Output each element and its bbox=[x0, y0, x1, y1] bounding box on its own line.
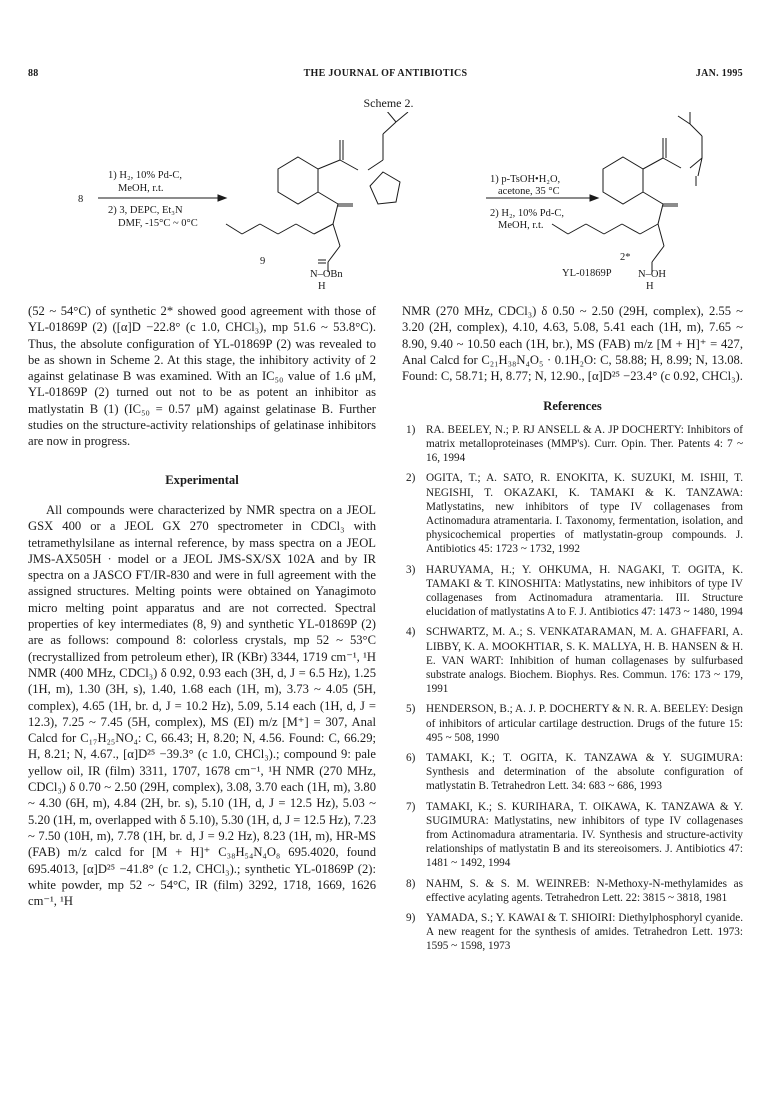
reference-item: 9) YAMADA, S.; Y. KAWAI & T. SHIOIRI: Diethylphosphoryl cyanide. A new reagent for the synthesis of amides. Tetrahedron Lett. 1973: 1595 ~ 1598, 1973 bbox=[406, 912, 743, 953]
journal-title: THE JOURNAL OF ANTIBIOTICS bbox=[303, 68, 468, 79]
step2-reagent-line3: 2) H₂, 10% Pd-C, bbox=[490, 208, 564, 219]
product-n-oh: N–OH bbox=[638, 269, 666, 280]
reference-item: 8) NAHM, S. & S. M. WEINREB: N-Methoxy-N-methylamides as effective acylating agents. Tetrahedron Lett. 22: 3815 ~ 3818, 1981 bbox=[406, 877, 743, 904]
start-compound-label: 8 bbox=[78, 194, 84, 205]
product-h: H bbox=[646, 281, 654, 290]
step1-reagent-line2: MeOH, r.t. bbox=[118, 183, 164, 194]
references-heading: References bbox=[543, 399, 602, 414]
intermediate-9-structure bbox=[226, 112, 408, 272]
step1-reagent-line1: 1) H₂, 10% Pd-C, bbox=[108, 170, 182, 181]
experimental-paragraph: All compounds were characterized by NMR spectra on a JEOL GSX 400 or a JEOL GX 270 spectrometer in CDCl₃ with tetramethylsilane as internal reference, by mass spectra on a JEOL JMS-AX505H · model or a JEOL JMS-SX/SX 102A and by IR spectra on a JASCO FT/IR-830 and were in full agreement with the assigned structures. Melting points were obtained on Yanagimoto micro melting point apparatus and are not corrected. Spectral properties of key intermediates (8, 9) and synthetic YL-01869P (2) are as follows: compound 8: colorless crystals, mp 52 ~ 53°C (recrystallized from petroleum ether), IR (KBr) 3344, 1719 cm⁻¹, ¹H NMR (400 MHz, CDCl₃) δ 0.92, 0.93 each (3H, d, J = 6.5 Hz), 1.25 (1H, m), 1.30 (3H, s), 1.40, 1.68 each (1H, m), 3.73 ~ 4.05 (5H, complex), 4.65 (1H, br. d, J = 10.2 Hz), 5.09, 5.14 each (1H, d, J = 12.3), 7.25 ~ 7.45 (5H, complex), MS (EI) m/z [M⁺] = 307, Anal Calcd for C₁₇H₂₅NO₄: C, 66.43; H, 8.20; N, 4.56. Found: C, 66.29; H, 8.21; N, 4.67., [α]D²⁵ −39.3° (c 1.0, CHCl₃).; compound 9: pale yellow oil, IR (film) 3311, 1707, 1678 cm⁻¹, ¹H NMR (270 MHz, CDCl₃) δ 0.70 ~ 2.50 (29H, complex), 3.08, 3.70 each (1H, m), 3.80 ~ 4.30 (6H, m), 4.84 (2H, br. s), 5.10 (1H, d, J = 12.5 Hz), 5.03 ~ 5.20 (1H, m, overlapped with δ 5.10), 5.30 (1H, d, J = 12.5 Hz), 7.23 ~ 7.50 (10H, m), 7.78 (1H, br. d, J = 9.2 Hz), 8.23 (1H, m), HR-MS (FAB) m/z calcd for [M + H]⁺ C₃₈H₅₄N₄O₈ 695.4020, found 695.4013, [α]D²⁵ −41.8° (c 1.2, CHCl₃).; synthetic YL-01869P (2): white powder, mp 52 ~ 54°C, IR (film) 3292, 1718, 1669, 1626 cm⁻¹, ¹H bbox=[28, 502, 376, 909]
reference-list bbox=[402, 423, 743, 954]
product-structure bbox=[552, 112, 702, 272]
reference-item: 7) TAMAKI, K.; S. KURIHARA, T. OIKAWA, K. TANZAWA & Y. SUGIMURA: Matlystatins, new inhibitors of type IV collagenases from Actinomadura atramentaria. IV. Synthesis and structure-activity relationships of matlystatin B and its stereoisomers. J. Antibiotics 47: 1481 ~ 1492, 1994 bbox=[406, 800, 743, 870]
step2-reagent-line4: MeOH, r.t. bbox=[498, 220, 544, 231]
issue-date: JAN. 1995 bbox=[695, 68, 743, 79]
product-label: 2* bbox=[620, 252, 631, 263]
reference-item: 6) TAMAKI, K.; T. OGITA, K. TANZAWA & Y. SUGIMURA: Synthesis and determination of the absolute configuration of matlystatin B. Tetrahedron Lett. 34: 683 ~ 686, 1993 bbox=[406, 752, 743, 793]
step1-reagent-line4: DMF, -15°C ~ 0°C bbox=[118, 218, 198, 229]
scheme-title: Scheme 2. bbox=[363, 96, 414, 110]
step2-reagent-line2: acetone, 35 °C bbox=[498, 186, 560, 197]
step1-reagent-line3: 2) 3, DEPC, Et₃N bbox=[108, 205, 183, 216]
right-column bbox=[402, 303, 743, 960]
product-name: YL-01869P bbox=[562, 268, 612, 279]
running-header bbox=[28, 68, 743, 84]
arrow-head-1 bbox=[218, 195, 226, 201]
step2-reagent-line1: 1) p-TsOH•H₂O, bbox=[490, 174, 561, 185]
intermediate-n-obn: N–OBn bbox=[310, 269, 343, 280]
reference-item: 2) OGITA, T.; A. SATO, R. ENOKITA, K. SUZUKI, M. ISHII, T. NEGISHI, T. OKAZAKI, K. TAMAKI & K. TANZAWA: Matlystatins, new inhibitors of type IV collagenases from Actinomadura atramentaria. I. Taxonomy, fermentation, isolation, and physicochemical properties of matlystatin-group compounds. J. Antibiotics 45: 1723 ~ 1732, 1992 bbox=[406, 472, 743, 556]
intermediate-label: 9 bbox=[260, 256, 266, 267]
reference-item: 3) HARUYAMA, H.; Y. OHKUMA, H. NAGAKI, T. OGITA, K. TAMAKI & T. KINOSHITA: Matlystatins, new inhibitors of type IV collagenases from Actinomadura atramentaria. III. Structure elucidation of matlystatins A to F. J. Antibiotics 47: 1473 ~ 1480, 1994 bbox=[406, 563, 743, 619]
results-paragraph: (52 ~ 54°C) of synthetic 2* showed good agreement with those of YL-01869P (2) ([α]D −22.8° (c 1.0, CHCl₃), mp 51.6 ~ 53.8°C). Thus, the absolute configuration of YL-01869P (2) was revealed to be as shown in Scheme 2. At this stage, the inhibitory activity of 2 against gelatinase B was examined. With an IC₅₀ value of 1.6 μM, YL-01869P (2) turned out not to be as potent an inhibitor as matlystatin B (1) (IC₅₀ = 0.57 μM) against gelatinase B. Further studies on the structure-activity relationships of gelatinase inhibitors are now in progress. bbox=[28, 304, 376, 449]
scheme-drawing bbox=[78, 112, 743, 290]
reference-item: 5) HENDERSON, B.; A. J. P. DOCHERTY & N. R. A. BEELEY: Design of inhibitors of articular cartilage destruction. Drugs of the future 15: 495 ~ 508, 1990 bbox=[406, 703, 743, 744]
reference-item: 1) RA. BEELEY, N.; P. RJ ANSELL & A. JP DOCHERTY: Inhibitors of matrix metalloproteinases (MMP's). Curr. Opin. Ther. Patents 4: 7 ~ 16, 1994 bbox=[406, 423, 743, 465]
left-column bbox=[28, 303, 376, 909]
experimental-heading: Experimental bbox=[165, 472, 239, 487]
intermediate-h: H bbox=[318, 281, 326, 290]
reaction-scheme bbox=[78, 112, 743, 290]
page-number: 88 bbox=[28, 68, 39, 79]
experimental-continued: NMR (270 MHz, CDCl₃) δ 0.50 ~ 2.50 (29H, complex), 2.55 ~ 3.20 (2H, complex), 4.10, 4.63, 5.08, 5.41 each (1H, m), 7.65 ~ 8.90, 9.40 ~ 10.50 each (1H, br.), MS (FAB) m/z [M + H]⁺ = 427, Anal Calcd for C₂₁H₃₈N₄O₅ · 0.1H₂O: C, 58.88; H, 8.99; N, 13.08. Found: C, 58.71; H, 8.77; N, 12.90., [α]D²⁵ −23.4° (c 0.92, CHCl₃). bbox=[402, 304, 743, 384]
reference-item: 4) SCHWARTZ, M. A.; S. VENKATARAMAN, M. A. GHAFFARI, A. LIBBY, K. A. MOOKHTIAR, S. K. MALLYA, H. B. HANSEN & H. E. VAN WART: Inhibition of human collagenases by sulfurbased substrate analogs. Biochem. Biophys. Res. Commun. 176: 173 ~ 179, 1991 bbox=[406, 626, 743, 696]
arrow-head-2 bbox=[590, 195, 598, 201]
